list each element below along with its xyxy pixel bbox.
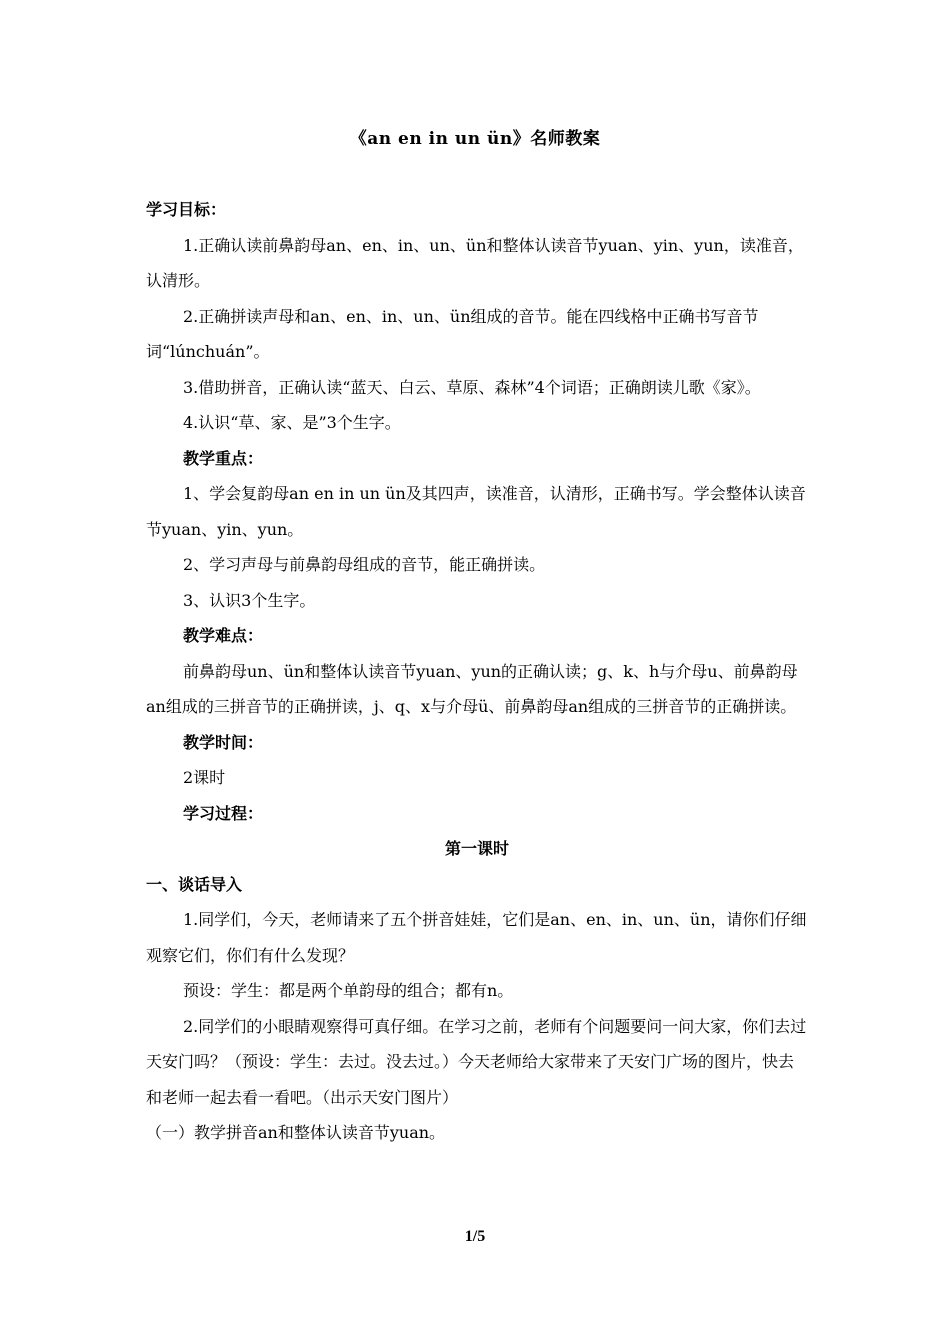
intro-paragraph-1: 1.同学们，今天，老师请来了五个拼音娃娃，它们是an、en、in、un、ün，请你们仔细观察它们，你们有什么发现？ bbox=[146, 910, 807, 965]
intro-heading: 一、谈话导入 bbox=[146, 874, 243, 894]
goal-3: 3.借助拼音，正确认读“蓝天、白云、草原、森林”4个词语；正确朗读儿歌《家》。 bbox=[183, 377, 761, 397]
key-points-heading: 教学重点： bbox=[183, 448, 264, 468]
goal-1: 1.正确认读前鼻韵母an、en、in、un、ün和整体认读音节yuan、yin、yun，读准音，认清形。 bbox=[146, 235, 804, 290]
document-title: 《an en in un ün》名师教案 bbox=[349, 129, 601, 149]
difficulty-heading: 教学难点： bbox=[183, 626, 264, 645]
intro-preset: 预设：学生：都是两个单韵母的组合；都有n。 bbox=[183, 981, 514, 1000]
process-heading: 学习过程： bbox=[183, 803, 264, 823]
part-1-heading: （一）教学拼音an和整体认读音节yuan。 bbox=[146, 1123, 446, 1142]
goal-4: 4.认识“草、家、是”3个生字。 bbox=[183, 413, 401, 432]
key-point-3: 3、认识3个生字。 bbox=[183, 590, 316, 610]
lesson-heading: 第一课时 bbox=[444, 839, 509, 858]
goal-2: 2.正确拼读声母和an、en、in、un、ün组成的音节。能在四线格中正确书写音节词“lúnchuán”。 bbox=[146, 306, 759, 361]
page-number: 1/5 bbox=[464, 1228, 486, 1245]
time-text: 2课时 bbox=[183, 768, 226, 787]
intro-paragraph-2: 2.同学们的小眼睛观察得可真仔细。在学习之前，老师有个问题要问一问大家，你们去过天安门吗？（预设：学生：去过。没去过。）今天老师给大家带来了天安门广场的图片，快去和老师一起去看一看吧。（出示天安门图片） bbox=[146, 1016, 807, 1107]
document-body bbox=[146, 192, 808, 1151]
key-point-1: 1、学会复韵母an en in un ün及其四声，读准音，认清形，正确书写。学会整体认读音节yuan、yin、yun。 bbox=[146, 484, 806, 539]
difficulty-text: 前鼻韵母un、ün和整体认读音节yuan、yun的正确认读；g、k、h与介母u、前鼻韵母an组成的三拼音节的正确拼读，j、q、x与介母ü、前鼻韵母an组成的三拼音节的正确拼读。 bbox=[146, 661, 798, 716]
key-point-2: 2、学习声母与前鼻韵母组成的音节，能正确拼读。 bbox=[183, 555, 546, 574]
time-heading: 教学时间： bbox=[183, 732, 264, 752]
goals-heading: 学习目标： bbox=[146, 200, 227, 219]
